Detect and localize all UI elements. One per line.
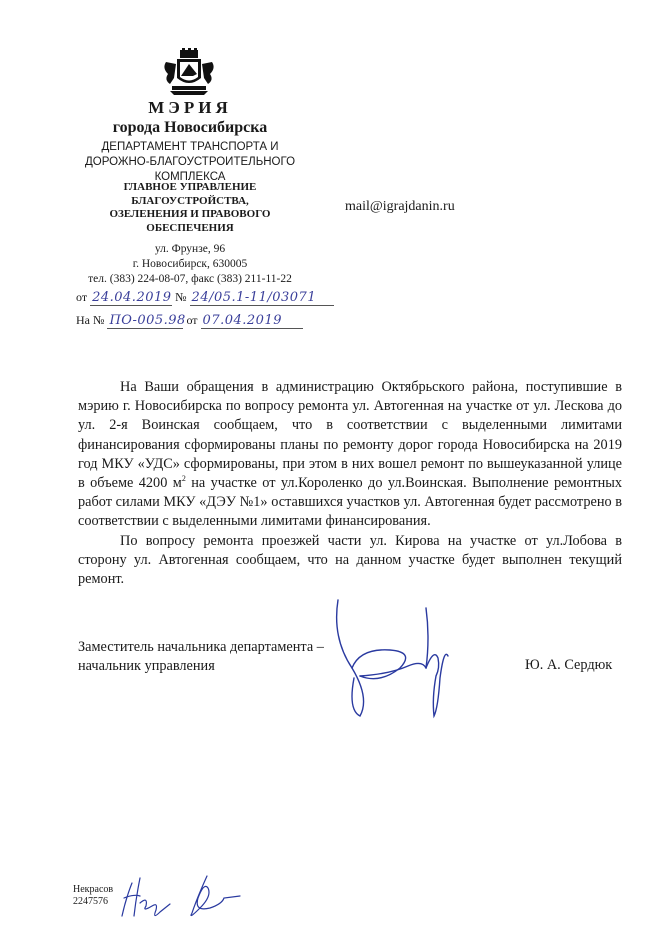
paragraph-1-text: На Ваши обращения в администрацию Октябрьского района, поступившие в мэрию г. Новосибирска по вопросу ремонта ул. Автогенная на участке от ул. Лескова до ул. 2-я Воинская сообщаем, что в соответствии с выделенными лимитами финансирования сформированы планы по ремонту дорог города Новосибирска на 2019 год МКУ «УДС» сформированы, при этом в них вошел ремонт по вышеуказанной улице в объеме 4200 м <box>78 379 622 492</box>
main-office-line: ОЗЕЛЕНЕНИЯ И ПРАВОВОГО <box>109 208 271 220</box>
outgoing-number: 24/05.1-11/03071 <box>190 290 334 306</box>
reply-date: 07.04.2019 <box>201 313 303 329</box>
department-line: КОМПЛЕКСА <box>154 171 226 183</box>
reply-number: ПО-005.98 <box>109 313 186 328</box>
address-street: ул. Фрунзе, 96 <box>154 243 226 255</box>
organization-title: МЭРИЯ <box>148 98 232 117</box>
approval-initials <box>112 868 262 923</box>
superscript: 2 <box>181 474 186 484</box>
main-office-line: ОБЕСПЕЧЕНИЯ <box>146 221 234 234</box>
reply-registration <box>76 313 303 329</box>
recipient-email: mail@igrajdanin.ru <box>345 199 455 214</box>
executor-name: Некрасов <box>73 884 114 895</box>
main-office-name <box>60 181 320 235</box>
letter-body <box>78 378 622 589</box>
paragraph-1 <box>78 378 622 532</box>
reply-from-label: от <box>186 313 198 327</box>
department-line: ДЕПАРТАМЕНТ ТРАНСПОРТА И <box>101 141 279 153</box>
office-address <box>60 242 320 287</box>
outgoing-registration <box>76 290 334 306</box>
executor-phone: 2247576 <box>73 896 108 907</box>
reply-label: На № <box>76 313 105 327</box>
address-phone: тел. (383) 224-08-07, факс (383) 211-11-22 <box>88 273 292 285</box>
handwritten-signature <box>330 598 490 723</box>
organization-city: города Новосибирска <box>112 119 268 136</box>
main-office-line: БЛАГОУСТРОЙСТВА, <box>131 194 249 207</box>
paragraph-1-text-cont: на участке от ул.Короленко до ул.Воинская. Выполнение ремонтных работ силами МКУ «ДЭУ №1» оставшихся участков ул. Автогенная будет рассмотрено в соответствии с выделенными лимитами финансирования. <box>78 475 623 530</box>
department-name <box>60 140 320 185</box>
main-office-line: ГЛАВНОЕ УПРАВЛЕНИЕ <box>123 181 257 193</box>
paragraph-2: По вопросу ремонта проезжей части ул. Кирова на участке от ул.Лобова в сторону ул. Автогенная сообщаем, что на данном участке будет выполнен текущий ремонт. <box>78 532 622 588</box>
coat-of-arms-emblem <box>160 48 218 96</box>
signatory-name: Ю. А. Сердюк <box>525 657 613 673</box>
signatory-title <box>78 638 324 676</box>
department-line: ДОРОЖНО-БЛАГОУСТРОИТЕЛЬНОГО <box>84 156 296 168</box>
signatory-title-line: Заместитель начальника департамента – <box>78 639 324 655</box>
number-label: № <box>175 290 187 304</box>
executor-info <box>73 884 113 908</box>
address-city: г. Новосибирск, 630005 <box>132 258 248 270</box>
signatory-title-line: начальник управления <box>78 658 215 674</box>
from-label: от <box>76 290 88 304</box>
outgoing-date: 24.04.2019 <box>92 290 172 305</box>
